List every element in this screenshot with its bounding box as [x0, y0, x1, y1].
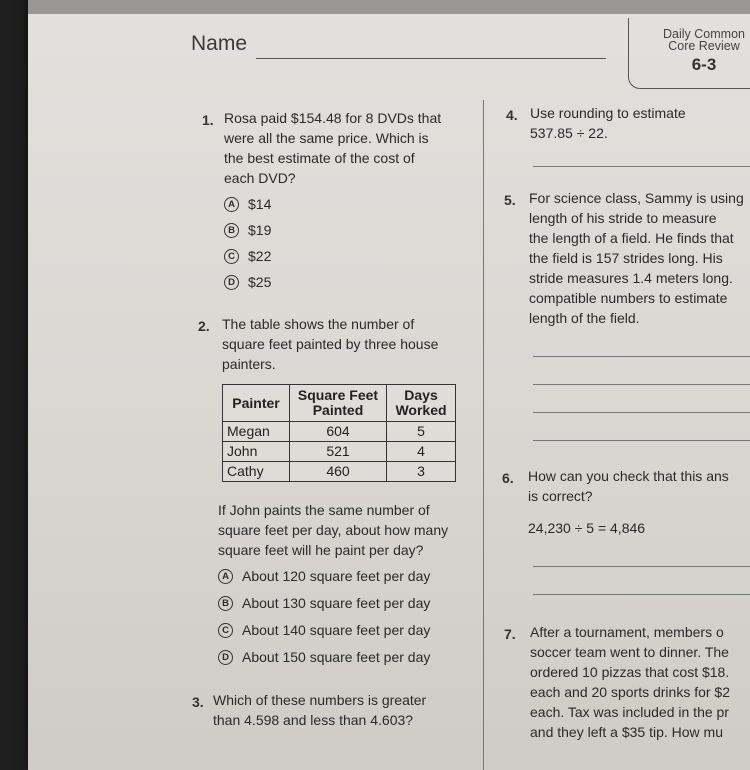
q5-answer-line[interactable] [533, 440, 750, 441]
option-b-bubble: B [224, 223, 239, 238]
option-text: $22 [248, 248, 272, 264]
q2-option-b[interactable] [218, 595, 430, 611]
q5-line: length of his stride to measure [529, 210, 717, 226]
painters-table [222, 384, 456, 482]
option-a-bubble: A [218, 569, 233, 584]
top-edge-strip [28, 0, 750, 14]
q1-line: Rosa paid $154.48 for 8 DVDs that [224, 110, 442, 126]
q5-line: stride measures 1.4 meters long. [529, 270, 733, 286]
q2-prompt [222, 314, 438, 374]
q1-option-a[interactable] [224, 196, 271, 212]
option-d-bubble: D [218, 650, 233, 665]
option-c-bubble: C [218, 623, 233, 638]
q2-line: The table shows the number of [222, 316, 415, 332]
q3-line: Which of these numbers is greater [213, 692, 427, 708]
q4-number: 4. [506, 107, 518, 123]
table-cell: John [223, 442, 290, 462]
table-header-row [223, 385, 456, 422]
q2-option-a[interactable] [218, 568, 430, 584]
column-divider [483, 100, 484, 770]
table-cell: 460 [290, 462, 387, 482]
q3-prompt [213, 690, 426, 730]
q7-number: 7. [504, 626, 516, 642]
q7-line: soccer team went to dinner. The [530, 644, 729, 660]
table-cell: 521 [290, 442, 387, 462]
q2-option-c[interactable] [218, 622, 430, 638]
q2-line: square feet painted by three house [222, 336, 439, 352]
q3-number: 3. [192, 694, 204, 710]
q4-line: 537.85 ÷ 22. [530, 125, 608, 141]
option-text: $14 [248, 196, 272, 212]
q5-line: For science class, Sammy is using [529, 190, 744, 206]
table-cell: 5 [387, 422, 456, 442]
daily-review-badge [628, 18, 750, 89]
q6-line: How can you check that this ans [528, 468, 729, 484]
q7-line: each and 20 sports drinks for $2 [530, 684, 731, 700]
q7-line: and they left a $35 tip. How mu [530, 724, 723, 740]
badge-title-line1: Daily Common [663, 27, 745, 41]
table-cell: Megan [223, 422, 290, 442]
q5-number: 5. [504, 192, 516, 208]
table-cell: Cathy [223, 462, 290, 482]
q1-option-d[interactable] [224, 274, 271, 290]
q6-prompt [528, 466, 729, 506]
q1-option-b[interactable] [224, 222, 271, 238]
q7-line: After a tournament, members o [530, 624, 724, 640]
q4-answer-line[interactable] [533, 166, 750, 167]
option-text: $19 [248, 222, 272, 238]
q6-line: is correct? [528, 488, 593, 504]
q1-line: the best estimate of the cost of [224, 150, 415, 166]
option-text: About 150 square feet per day [242, 649, 431, 665]
q6-answer-line[interactable] [533, 566, 750, 567]
option-b-bubble: B [218, 596, 233, 611]
q2-number: 2. [198, 318, 210, 334]
q2-option-d[interactable] [218, 649, 430, 665]
badge-title-line2: Core Review [668, 39, 740, 53]
table-header-cell: Days Worked [387, 385, 456, 422]
q7-line: each. Tax was included in the pr [530, 704, 729, 720]
table-row [223, 442, 456, 462]
table-header-cell: Square Feet Painted [290, 385, 387, 422]
q1-line: each DVD? [224, 170, 296, 186]
q2-line: painters. [222, 356, 276, 372]
q5-answer-line[interactable] [533, 356, 750, 357]
option-text: $25 [248, 274, 272, 290]
q2-followup-line: square feet will he paint per day? [218, 542, 424, 558]
option-text: About 130 square feet per day [242, 595, 431, 611]
q3-line: than 4.598 and less than 4.603? [213, 712, 414, 728]
q2-followup-line: square feet per day, about how many [218, 522, 449, 538]
q1-prompt [224, 108, 441, 188]
q4-prompt [530, 103, 686, 143]
q5-line: the field is 157 strides long. His [529, 250, 723, 266]
badge-lesson-number: 6-3 [691, 55, 717, 74]
option-text: About 140 square feet per day [242, 622, 431, 638]
q1-option-c[interactable] [224, 248, 271, 264]
q7-prompt [530, 622, 730, 742]
q4-line: Use rounding to estimate [530, 105, 686, 121]
table-cell: 3 [387, 462, 456, 482]
q2-followup [218, 500, 448, 560]
table-cell: 604 [290, 422, 387, 442]
name-write-line [256, 58, 606, 59]
q5-line: the length of a field. He finds that [529, 230, 734, 246]
option-a-bubble: A [224, 197, 239, 212]
q1-number: 1. [202, 112, 214, 128]
q5-answer-line[interactable] [533, 412, 750, 413]
option-text: About 120 square feet per day [242, 568, 431, 584]
q6-number: 6. [502, 470, 514, 486]
q1-line: were all the same price. Which is [224, 130, 429, 146]
q6-equation: 24,230 ÷ 5 = 4,846 [528, 520, 646, 536]
table-row [223, 462, 456, 482]
q2-followup-line: If John paints the same number of [218, 502, 430, 518]
table-header-cell: Painter [223, 385, 290, 422]
option-c-bubble: C [224, 249, 239, 264]
option-d-bubble: D [224, 275, 239, 290]
q5-prompt [529, 188, 744, 328]
name-label: Name [191, 32, 248, 55]
worksheet-page [28, 0, 750, 770]
q6-answer-line[interactable] [533, 594, 750, 595]
table-row [223, 422, 456, 442]
q5-line: length of the field. [529, 310, 640, 326]
table-cell: 4 [387, 442, 456, 462]
q7-line: ordered 10 pizzas that cost $18. [530, 664, 730, 680]
q5-line: compatible numbers to estimate [529, 290, 728, 306]
q5-answer-line[interactable] [533, 384, 750, 385]
